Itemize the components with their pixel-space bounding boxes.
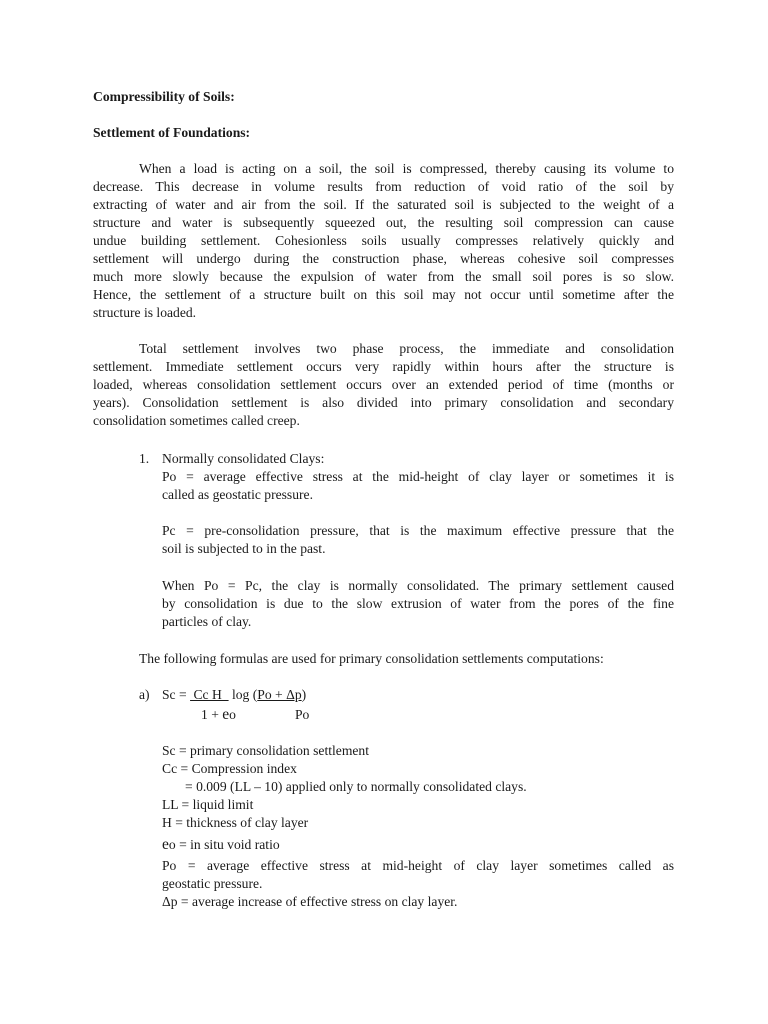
def-cc-formula: = 0.009 (LL – 10) applied only to normally consolidated clays. — [185, 779, 527, 794]
def-dp: Δp = average increase of effective stress on clay layer. — [162, 894, 458, 909]
when-text-line-1: When Po = Pc, the clay is normally consolidated. The primary settlement caused — [162, 578, 674, 593]
heading: Compressibility of Soils: — [93, 89, 235, 104]
po-definition-line-1: Po = average effective stress at the mid-height of clay layer or sometimes it is — [162, 469, 674, 484]
paragraph1-line-4: structure and water is subsequently squeezed out, the resulting soil compression can cause — [93, 215, 674, 230]
paragraph1-line-3: extracting of water and air from the soil. If the saturated soil is subjected to the weight of a — [93, 197, 674, 212]
when-text-line-3: particles of clay. — [162, 614, 252, 629]
formula-lhs: Sc = — [162, 687, 191, 702]
list-title: Normally consolidated Clays: — [162, 451, 325, 466]
paragraph1-line-9: structure is loaded. — [93, 305, 197, 320]
formula-numerator: Cc H — [190, 687, 229, 702]
paragraph2-line-2: settlement. Immediate settlement occurs very rapidly within hours after the structure is — [93, 359, 674, 374]
po-definition-line-2: called as geostatic pressure. — [162, 487, 313, 502]
paragraph1-line-7: much more slowly because the expulsion of water from the small soil pores is so slow. — [93, 269, 674, 284]
paragraph2-line-5: consolidation sometimes called creep. — [93, 413, 300, 428]
def-po-line-1: Po = average effective stress at mid-height of clay layer sometimes called as — [162, 858, 674, 873]
list-number: 1. — [139, 451, 150, 466]
def-sc: Sc = primary consolidation settlement — [162, 743, 369, 758]
formula-log: log ( — [228, 687, 258, 702]
formula-log-denominator: Po — [295, 707, 310, 722]
pc-definition-line-1: Pc = pre-consolidation pressure, that is the maximum effective pressure that the — [162, 523, 674, 538]
paragraph1-line-1: When a load is acting on a soil, the soil is compressed, thereby causing its volume to — [139, 161, 674, 176]
formula-label: a) — [139, 687, 150, 702]
def-h: H = thickness of clay layer — [162, 815, 309, 830]
formula-denominator: 1 + eo — [201, 706, 236, 723]
def-ll: LL = liquid limit — [162, 797, 254, 812]
formula-a — [162, 686, 306, 704]
paragraph1-line-8: Hence, the settlement of a structure built on this soil may not occur until sometime after the — [93, 287, 674, 302]
paragraph2-line-1: Total settlement involves two phase process, the immediate and consolidation — [139, 341, 674, 356]
def-eo: eo = in situ void ratio — [162, 836, 280, 853]
paragraph1-line-5: undue building settlement. Cohesionless soils usually compresses relatively quickly and — [93, 233, 674, 248]
def-po-line-2: geostatic pressure. — [162, 876, 263, 891]
paragraph2-line-4: years). Consolidation settlement is also divided into primary consolidation and secondary — [93, 395, 674, 410]
formulas-intro: The following formulas are used for primary consolidation settlements computations: — [139, 651, 604, 666]
pc-definition-line-2: soil is subjected to in the past. — [162, 541, 326, 556]
paragraph2-line-3: loaded, whereas consolidation settlement occurs over an extended period of time (months or — [93, 377, 674, 392]
paragraph1-line-2: decrease. This decrease in volume results from reduction of void ratio of the soil by — [93, 179, 674, 194]
formula-log-numerator: Po + Δp — [257, 687, 302, 702]
def-cc: Cc = Compression index — [162, 761, 297, 776]
paragraph1-line-6: settlement will undergo during the construction phase, whereas cohesive soil compresses — [93, 251, 674, 266]
formula-close: ) — [301, 687, 307, 702]
subheading: Settlement of Foundations: — [93, 125, 251, 140]
when-text-line-2: by consolidation is due to the slow extrusion of water from the pores of the fine — [162, 596, 674, 611]
